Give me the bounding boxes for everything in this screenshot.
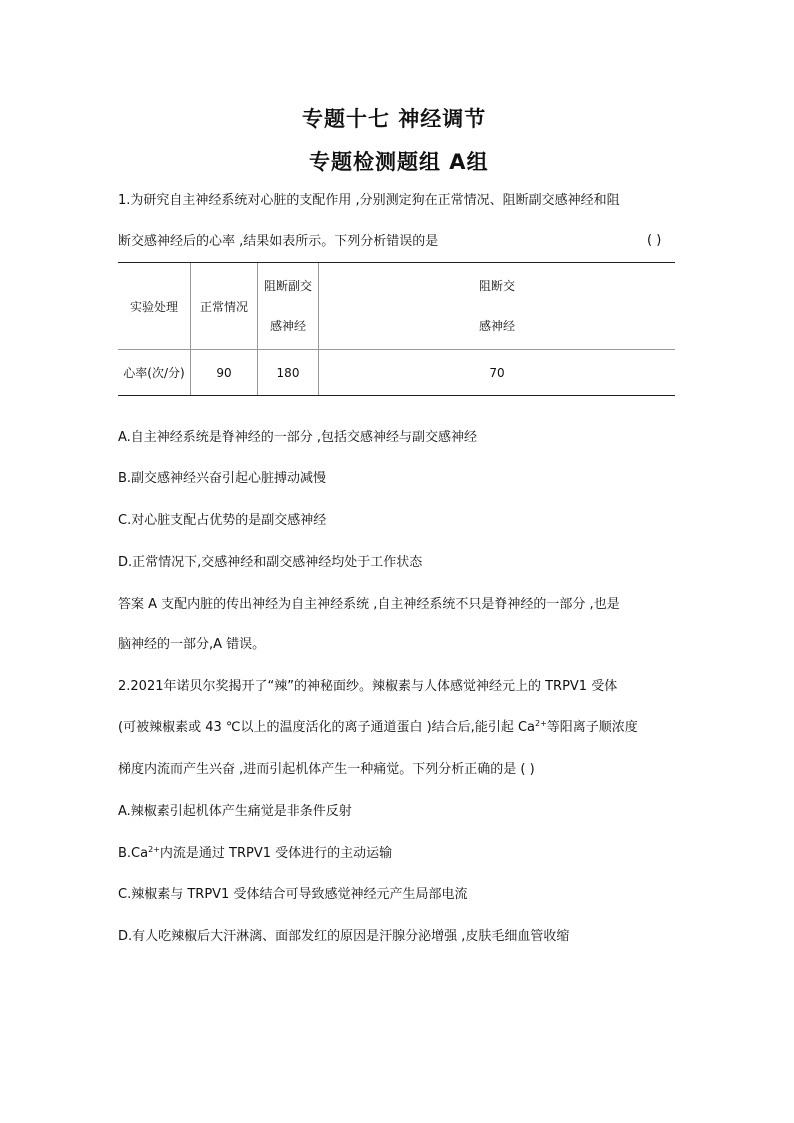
cell-heart-rate-label: 心率(次/分) <box>118 350 191 396</box>
q1-stem-line1: 1.为研究自主神经系统对心脏的支配作用 ,分别测定狗在正常情况、阻断副交感神经和阻 <box>118 193 620 208</box>
q2-option-a: A.辣椒素引起机体产生痛觉是非条件反射 <box>118 804 352 819</box>
q2-option-d: D.有人吃辣椒后大汗淋漓、面部发红的原因是汗腺分泌增强 ,皮肤毛细血管收缩 <box>118 929 570 944</box>
header-block-parasympathetic <box>258 263 319 350</box>
q1-stem-line2: 断交感神经后的心率 ,结果如表所示。下列分析错误的是 <box>118 234 439 249</box>
q2-stem-line2 <box>118 719 638 737</box>
cell-block-parasympathetic-value: 180 <box>258 350 319 396</box>
q2-option-b <box>118 845 392 863</box>
q2-stem-line3: 梯度内流而产生兴奋 ,进而引起机体产生一种痛觉。下列分析正确的是 ( ) <box>118 762 535 777</box>
q2-stem-line2-sup: 2+ <box>535 719 547 728</box>
page-title: 专题十七 神经调节 <box>302 107 487 131</box>
q1-answer-line2: 脑神经的一部分,A 错误。 <box>118 637 266 652</box>
q1-option-a: A.自主神经系统是脊神经的一部分 ,包括交感神经与副交感神经 <box>118 430 478 445</box>
q1-option-c: C.对心脏支配占优势的是副交感神经 <box>118 513 327 528</box>
header-treatment: 实验处理 <box>118 263 191 350</box>
q2-option-b-b: 内流是通过 TRPV1 受体进行的主动运输 <box>159 846 393 861</box>
q1-option-d: D.正常情况下,交感神经和副交感神经均处于工作状态 <box>118 555 423 570</box>
header-block-parasympathetic-l1: 阻断副交 <box>263 279 312 293</box>
table-row <box>118 350 675 396</box>
q1-data-table <box>118 262 675 396</box>
q1-answer-line1: 答案 A 支配内脏的传出神经为自主神经系统 ,自主神经系统不只是脊神经的一部分 ,也是 <box>118 597 620 612</box>
table-header-row <box>118 263 675 350</box>
q1-option-b: B.副交感神经兴奋引起心脏搏动减慢 <box>118 471 327 486</box>
q2-stem-line1: 2.2021年诺贝尔奖揭开了“辣”的神秘面纱。辣椒素与人体感觉神经元上的 TRPV1 受体 <box>118 679 618 694</box>
q1-answer-bracket: ( ) <box>647 233 662 248</box>
header-block-sympathetic-l2: 感神经 <box>478 319 515 333</box>
q2-stem-line2-b: 等阳离子顺浓度 <box>546 720 638 735</box>
q2-option-c: C.辣椒素与 TRPV1 受体结合可导致感觉神经元产生局部电流 <box>118 887 468 902</box>
q2-stem-line2-a: (可被辣椒素或 43 ℃以上的温度活化的离子通道蛋白 )结合后,能引起 Ca <box>118 720 535 735</box>
cell-normal-value: 90 <box>191 350 258 396</box>
header-block-sympathetic-l1: 阻断交 <box>478 279 515 293</box>
header-block-sympathetic <box>319 263 676 350</box>
page-subtitle: 专题检测题组 A组 <box>309 150 489 174</box>
q2-option-b-sup: 2+ <box>148 845 160 854</box>
header-normal: 正常情况 <box>191 263 258 350</box>
cell-block-sympathetic-value: 70 <box>319 350 676 396</box>
header-block-parasympathetic-l2: 感神经 <box>269 319 306 333</box>
q2-option-b-a: B.Ca <box>118 846 149 861</box>
